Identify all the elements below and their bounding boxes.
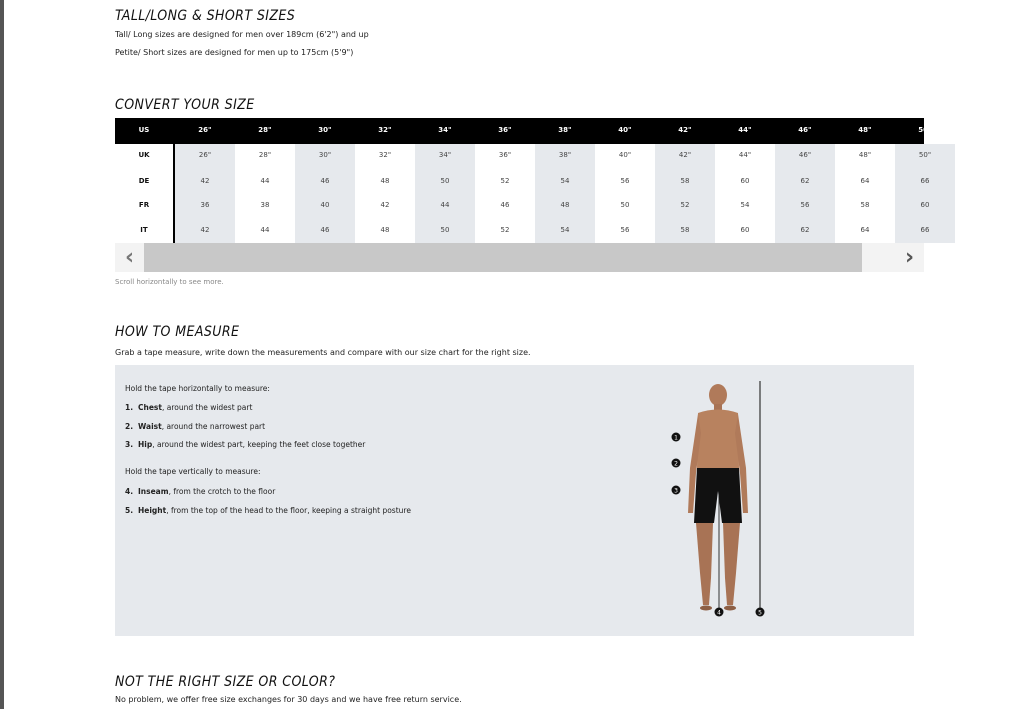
table-cell: 34" xyxy=(438,151,452,159)
header-size-cell: 30" xyxy=(318,126,332,134)
header-size-cell: 46" xyxy=(798,126,812,134)
table-cell: 28" xyxy=(258,151,272,159)
header-size-cell: 38" xyxy=(558,126,572,134)
header-size-cell: 40" xyxy=(618,126,632,134)
header-size-cell: 48" xyxy=(858,126,872,134)
table-cell: 38 xyxy=(260,201,270,209)
table-cell: 54 xyxy=(740,201,750,209)
table-cell: 32" xyxy=(378,151,392,159)
exchange-policy-text: No problem, we offer free size exchanges for 30 days and we have free return service. xyxy=(115,695,462,704)
header-size-cell: 34" xyxy=(438,126,452,134)
measure-item-inseam: 4. Inseam, from the crotch to the floor xyxy=(125,487,276,496)
marker-waist xyxy=(672,459,681,468)
table-cell: 60 xyxy=(740,177,750,185)
table-cell: 58 xyxy=(680,177,690,185)
tall-sizes-line: Tall/ Long sizes are designed for men over 189cm (6'2") and up xyxy=(115,30,369,39)
table-scrollbar[interactable] xyxy=(115,243,924,272)
measure-item-height: 5. Height, from the top of the head to the floor, keeping a straight posture xyxy=(125,506,411,515)
table-cell: 50" xyxy=(918,151,932,159)
measure-item-waist: 2. Waist, around the narrowest part xyxy=(125,422,266,431)
table-cell: 66 xyxy=(920,177,930,185)
svg-text:1: 1 xyxy=(674,434,678,442)
model-body xyxy=(688,384,748,611)
table-cell: 64 xyxy=(860,177,870,185)
table-cell: 48 xyxy=(380,177,390,185)
scroll-hint: Scroll horizontally to see more. xyxy=(115,278,224,286)
table-cell: 58 xyxy=(680,226,690,234)
measure-item-chest: 1. Chest, around the widest part xyxy=(125,403,253,412)
header-size-cell: 32" xyxy=(378,126,392,134)
svg-text:2: 2 xyxy=(674,460,678,468)
measurement-figure xyxy=(665,373,775,623)
table-cell: 62 xyxy=(800,226,810,234)
table-cell: 42 xyxy=(200,226,210,234)
row-label-fr: FR xyxy=(138,201,150,209)
table-cell: 60 xyxy=(920,201,930,209)
table-cell: 56 xyxy=(800,201,810,209)
table-cell: 44 xyxy=(260,177,270,185)
tall-sizes-heading: TALL/LONG & SHORT SIZES xyxy=(115,8,296,24)
table-cell: 66 xyxy=(920,226,930,234)
table-cell: 36 xyxy=(200,201,210,209)
header-size-cell: 42" xyxy=(678,126,692,134)
row-label-uk: UK xyxy=(138,151,150,159)
table-cell: 38" xyxy=(558,151,572,159)
table-cell: 54 xyxy=(560,177,570,185)
table-cell: 60 xyxy=(740,226,750,234)
table-header-row xyxy=(115,118,932,144)
header-size-cell: 28" xyxy=(258,126,272,134)
chevron-left-icon[interactable]: ‹ xyxy=(124,245,135,270)
table-cell: 48 xyxy=(380,226,390,234)
size-conversion-table xyxy=(115,118,932,243)
table-cell: 50 xyxy=(440,177,450,185)
marker-chest xyxy=(672,433,681,442)
header-size-cell: 50" xyxy=(918,126,932,134)
row-label-de: DE xyxy=(138,177,150,185)
table-cell: 42 xyxy=(380,201,390,209)
table-cell: 62 xyxy=(800,177,810,185)
measure-panel xyxy=(115,365,914,636)
table-cell: 52 xyxy=(680,201,690,209)
header-size-cell: 36" xyxy=(498,126,512,134)
table-cell: 40 xyxy=(320,201,330,209)
table-cell: 52 xyxy=(500,177,510,185)
table-cell: 44 xyxy=(440,201,450,209)
svg-text:3: 3 xyxy=(674,487,678,495)
table-cell: 58 xyxy=(860,201,870,209)
table-cell: 42" xyxy=(678,151,692,159)
svg-text:5: 5 xyxy=(758,609,762,617)
table-cell: 30" xyxy=(318,151,332,159)
marker-hip xyxy=(672,486,681,495)
svg-text:4: 4 xyxy=(717,609,721,617)
not-right-size-heading: NOT THE RIGHT SIZE OR COLOR? xyxy=(115,674,336,690)
table-cell: 48" xyxy=(858,151,872,159)
table-cell: 54 xyxy=(560,226,570,234)
table-cell: 36" xyxy=(498,151,512,159)
horizontal-title: Hold the tape horizontally to measure: xyxy=(125,384,270,393)
convert-size-heading: CONVERT YOUR SIZE xyxy=(115,97,255,113)
table-cell: 26" xyxy=(198,151,212,159)
table-cell: 56 xyxy=(620,226,630,234)
scroll-thumb[interactable] xyxy=(144,243,862,272)
table-cell: 48 xyxy=(560,201,570,209)
table-cell: 42 xyxy=(200,177,210,185)
measure-intro: Grab a tape measure, write down the measurements and compare with our size chart for the right size. xyxy=(115,348,531,357)
table-cell: 46" xyxy=(798,151,812,159)
how-to-measure-heading: HOW TO MEASURE xyxy=(115,324,240,340)
measure-item-hip: 3. Hip, around the widest part, keeping the feet close together xyxy=(125,440,366,449)
short-sizes-line: Petite/ Short sizes are designed for men up to 175cm (5'9") xyxy=(115,48,354,57)
table-cell: 52 xyxy=(500,226,510,234)
header-size-cell: 44" xyxy=(738,126,752,134)
vertical-title: Hold the tape vertically to measure: xyxy=(125,467,261,476)
table-cell: 64 xyxy=(860,226,870,234)
table-cell: 44 xyxy=(260,226,270,234)
header-label-us: US xyxy=(138,126,150,134)
table-cell: 46 xyxy=(320,177,330,185)
window-left-border xyxy=(0,0,4,709)
table-cell: 46 xyxy=(320,226,330,234)
table-cell: 50 xyxy=(440,226,450,234)
row-label-it: IT xyxy=(140,226,148,234)
table-cell: 40" xyxy=(618,151,632,159)
chevron-right-icon[interactable]: › xyxy=(904,245,915,270)
table-cell: 56 xyxy=(620,177,630,185)
table-cell: 46 xyxy=(500,201,510,209)
marker-inseam xyxy=(715,608,724,617)
header-size-cell: 26" xyxy=(198,126,212,134)
marker-height xyxy=(756,608,765,617)
table-cell: 50 xyxy=(620,201,630,209)
table-cell: 44" xyxy=(738,151,752,159)
